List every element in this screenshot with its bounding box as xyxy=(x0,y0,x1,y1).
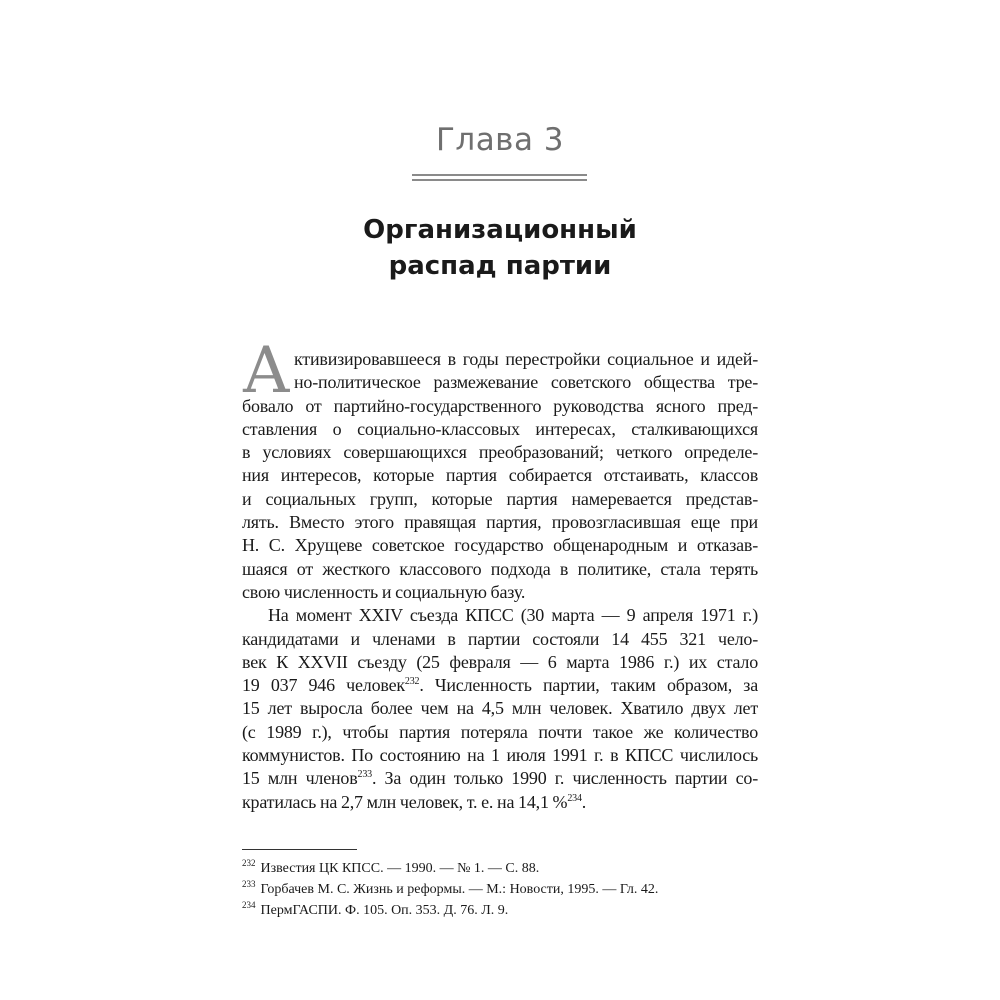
paragraph-line: ставления о социально-классовых интересах, сталкивающихся xyxy=(242,418,758,439)
footnote-text: Известия ЦК КПСС. — 1990. — № 1. — С. 88. xyxy=(260,861,540,876)
footnote-ref-233[interactable]: 233 xyxy=(357,769,372,781)
paragraph-line xyxy=(242,767,758,790)
paragraph-line: шаяся от жесткого классового подхода в политике, стала терять xyxy=(242,558,758,579)
line-text: кратилась на 2,7 млн человек, т. е. на 14,1 % xyxy=(242,791,568,812)
body-text xyxy=(242,348,758,814)
footnote-ref-234[interactable]: 234 xyxy=(567,792,582,804)
footnote-232 xyxy=(242,858,758,879)
paragraph-line xyxy=(242,791,758,814)
paragraph-line: На момент XXIV съезда КПСС (30 марта — 9 апреля 1971 г.) xyxy=(268,605,758,626)
footnote-number: 233 xyxy=(242,879,256,890)
paragraph-line: свою численность и социальную базу. xyxy=(242,581,526,602)
paragraph-line: (с 1989 г.), чтобы партия потеряла почти такое же количество xyxy=(242,721,758,742)
chapter-rule-top xyxy=(412,174,587,176)
chapter-title xyxy=(0,212,1000,284)
line-text: . xyxy=(581,791,587,812)
chapter-label: Глава 3 xyxy=(435,122,565,158)
paragraph-2 xyxy=(242,604,758,814)
footnotes xyxy=(242,858,758,921)
footnote-number: 234 xyxy=(242,900,256,911)
footnote-number: 232 xyxy=(242,858,256,869)
drop-cap: А xyxy=(242,334,291,408)
paragraph-line: Н. С. Хрущеве советское государство общенародным и отказав- xyxy=(242,535,758,556)
paragraph-line: 15 лет выросла более чем на 4,5 млн человек. Хватило двух лет xyxy=(242,698,758,719)
paragraph-line: бовало от партийно-государственного руководства ясного пред- xyxy=(242,395,758,416)
paragraph-1 xyxy=(242,348,758,604)
paragraph-line: век К XXVII съезду (25 февраля — 6 марта 1986 г.) их стало xyxy=(242,651,758,672)
line-text: . Численность партии, таким образом, за xyxy=(419,675,758,696)
line-text: 19 037 946 человек xyxy=(242,675,405,696)
footnote-text: Горбачев М. С. Жизнь и реформы. — М.: Новости, 1995. — Гл. 42. xyxy=(260,882,659,897)
footnote-234 xyxy=(242,900,758,921)
paragraph-line: ния интересов, которые партия собирается отстаивать, классов xyxy=(242,465,758,486)
paragraph-line: коммунистов. По состоянию на 1 июля 1991 г. в КПСС числилось xyxy=(242,745,758,766)
paragraph-line: в условиях совершающихся преобразований; четкого определе- xyxy=(242,442,758,463)
footnote-rule xyxy=(242,849,357,850)
chapter-rule-bottom xyxy=(412,179,587,181)
footnote-233 xyxy=(242,879,758,900)
paragraph-line: лять. Вместо этого правящая партия, провозгласившая еще при xyxy=(242,512,758,533)
paragraph-line: но-политическое размежевание советского общества тре- xyxy=(294,372,758,393)
chapter-title-line-1: Организационный xyxy=(363,215,637,245)
paragraph-line: и социальных групп, которые партия намеревается представ- xyxy=(242,488,758,509)
chapter-title-line-2: распад партии xyxy=(388,251,612,281)
paragraph-line: ктивизировавшееся в годы перестройки социальное и идей- xyxy=(294,349,758,369)
line-text: . За один только 1990 г. численность партии со- xyxy=(371,768,758,789)
paragraph-line xyxy=(242,674,758,697)
line-text: 15 млн членов xyxy=(242,768,358,789)
footnote-text: ПермГАСПИ. Ф. 105. Оп. 353. Д. 76. Л. 9. xyxy=(260,903,509,918)
footnote-ref-232[interactable]: 232 xyxy=(404,676,420,688)
paragraph-line: кандидатами и членами в партии состояли 14 455 321 чело- xyxy=(242,628,758,649)
